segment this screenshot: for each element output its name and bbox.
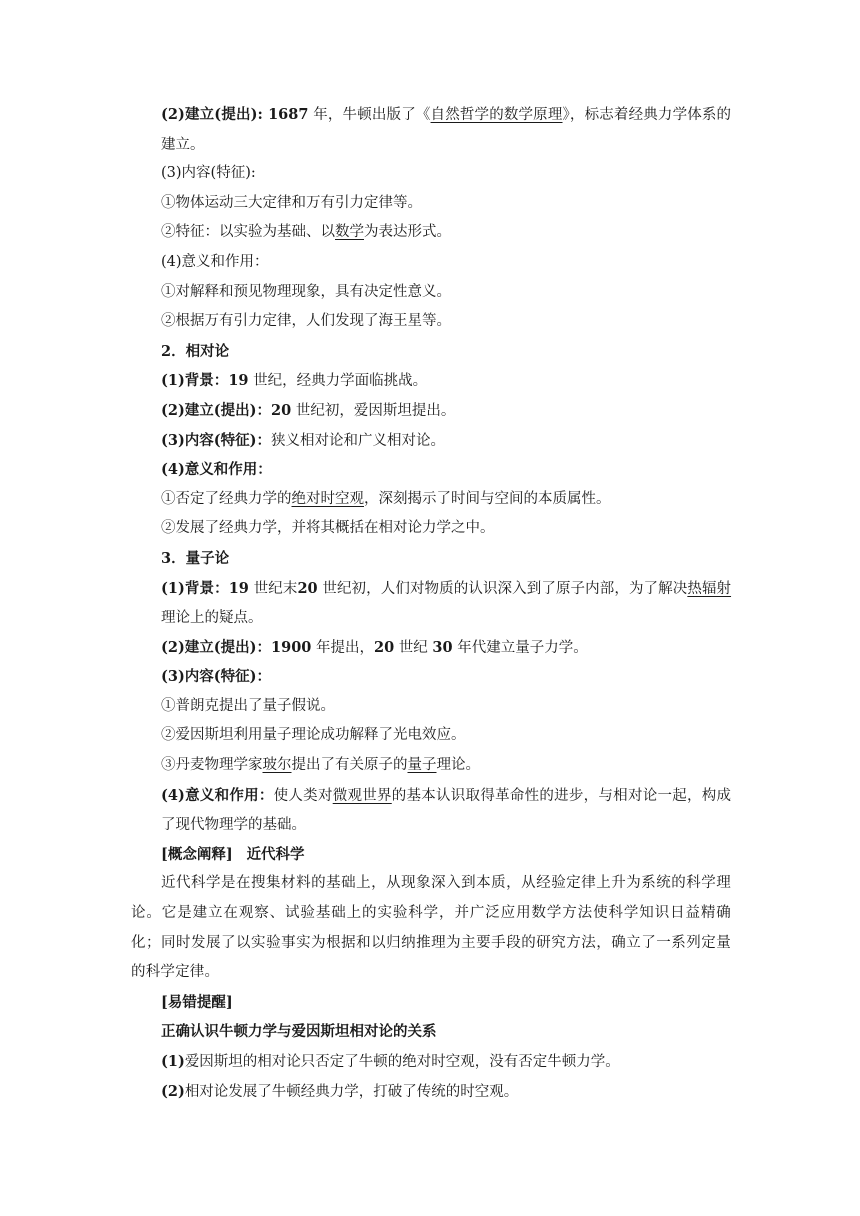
newton-content-2: ②特征：以实验为基础、以数学为表达形式。 [161, 224, 451, 241]
quantum-content-1: ①普朗克提出了量子假说。 [161, 697, 335, 714]
quantum-heading: 3．量子论 [161, 549, 230, 567]
warning-point-2: (2)相对论发展了牛顿经典力学，打破了传统的时空观。 [161, 1082, 519, 1100]
concept-header: [概念阐释] 近代科学 [161, 845, 305, 863]
relativity-background: (1)背景：19 世纪，经典力学面临挑战。 [161, 372, 428, 390]
warning-tag: [易错提醒] [161, 993, 233, 1011]
quantum-content-2: ②爱因斯坦利用量子理论成功解释了光电效应。 [161, 727, 466, 744]
quantum-background: (1)背景：19 世纪末20 世纪初，人们对物质的认识深入到了原子内部，为了解决热辐射理论上的疑点。 [161, 579, 732, 627]
newton-content-label: (3)内容(特征): [161, 165, 256, 182]
concept-text: 近代科学是在搜集材料的基础上，从现象深入到本质，从经验定律上升为系统的科学理论。它是建立在观察、试验基础上的实验科学，并广泛应用数学方法使科学知识日益精确化；同时发展了以实验事实为根据和以归纳推理为主要手段的研究方法，确立了一系列定量的科学定律。 [131, 875, 731, 981]
relativity-content: (3)内容(特征)：狭义相对论和广义相对论。 [161, 431, 446, 449]
warning-title: 正确认识牛顿力学与爱因斯坦相对论的关系 [161, 1023, 437, 1041]
quantum-content-3: ③丹麦物理学家玻尔提出了有关原子的量子理论。 [161, 757, 480, 774]
newton-content-1: ①物体运动三大定律和万有引力定律等。 [161, 194, 422, 211]
newton-establishment: (2)建立(提出): 1687 年，牛顿出版了《自然哲学的数学原理》，标志着经典力学体系的建立。 [161, 106, 732, 153]
newton-book-title: 自然哲学的数学原理 [430, 107, 563, 123]
quantum-content-label: (3)内容(特征)： [161, 668, 272, 686]
quantum-significance: (4)意义和作用：使人类对微观世界的基本认识取得革命性的进步，与相对论一起，构成了现代物理学的基础。 [161, 786, 732, 834]
newton-significance-1: ①对解释和预见物理现象，具有决定性意义。 [161, 283, 451, 300]
relativity-establishment: (2)建立(提出)：20 世纪初，爱因斯坦提出。 [161, 401, 456, 419]
quantum-establishment: (2)建立(提出)：1900 年提出，20 世纪 30 年代建立量子力学。 [161, 638, 588, 656]
newton-significance-label: (4)意义和作用： [161, 253, 269, 270]
document-page [131, 100, 731, 1106]
relativity-heading: 2．相对论 [161, 342, 230, 360]
newton-significance-2: ②根据万有引力定律，人们发现了海王星等。 [161, 313, 451, 330]
warning-point-1: (1)爱因斯坦的相对论只否定了牛顿的绝对时空观，没有否定牛顿力学。 [161, 1053, 620, 1070]
relativity-significance-label: (4)意义和作用： [161, 461, 272, 479]
relativity-significance-1: ①否定了经典力学的绝对时空观，深刻揭示了时间与空间的本质属性。 [161, 490, 611, 507]
relativity-significance-2: ②发展了经典力学，并将其概括在相对论力学之中。 [161, 520, 495, 537]
